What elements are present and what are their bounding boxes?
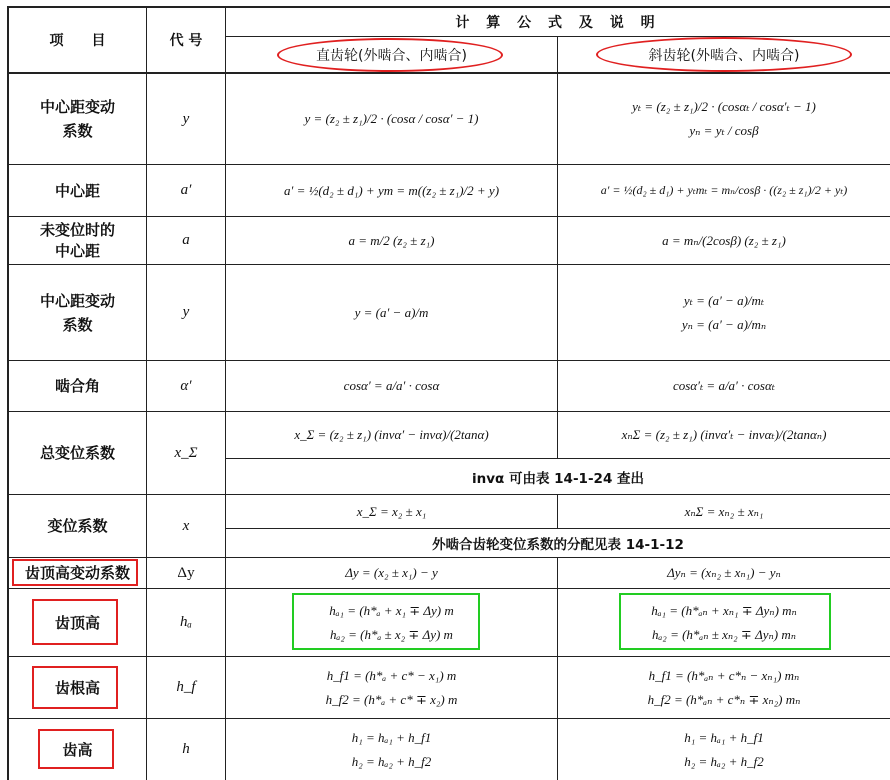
- formula-spur: a = m/2 (z₂ ± z₁): [348, 232, 435, 248]
- formula-helical: Δyₙ = (xₙ₂ ± xₙ₁) − yₙ: [667, 565, 781, 580]
- formula-line: hₐ₁ = (h*ₐ + x₁ ∓ Δy) m: [329, 602, 454, 618]
- formula-spur: y = (z₂ ± z₁)/2 · (cosα / cosα′ − 1): [304, 111, 479, 126]
- formula-line: h₁ = hₐ₁ + h_f1: [684, 729, 764, 745]
- symbol-label: y: [182, 110, 190, 127]
- highlight-oval-spur: [277, 38, 503, 72]
- formula-line: yₜ = (z₂ ± z₁)/2 · (cosαₜ / cosα′ₜ − 1): [632, 99, 816, 114]
- highlight-box: [32, 666, 118, 709]
- formula-helical: [558, 74, 890, 164]
- item-label: 齿高: [62, 740, 93, 759]
- symbol-label: α′: [180, 377, 192, 394]
- formula-spur: x_Σ = (z₂ ± z₁) (invα′ − invα)/(2tanα): [294, 427, 489, 442]
- formula-line: hₐ₂ = (h*ₐ ± x₂ ∓ Δy) m: [330, 626, 453, 642]
- symbol-label: x_Σ: [174, 444, 198, 461]
- formula-spur: Δy = (x₂ ± x₁) − y: [345, 565, 438, 580]
- symbol-label: h: [182, 741, 190, 757]
- formula-line: h_f1 = (h*ₐₙ + c*ₙ − xₙ₁) mₙ: [648, 667, 800, 683]
- formula-spur: a′ = ½(d₂ ± d₁) + ym = m((z₂ ± z₁)/2 + y): [283, 182, 500, 198]
- item-label: 变位系数: [47, 517, 108, 535]
- formula-line: yₙ = (a′ − a)/mₙ: [681, 316, 767, 332]
- formula-spur: cosα′ = a/a′ · cosα: [343, 378, 440, 393]
- highlight-box-green: [619, 593, 831, 650]
- highlight-box-green: [292, 593, 480, 650]
- formula-helical: a′ = ½(d₂ ± d₁) + yₜmₜ = mₙ/cosβ · ((z₂ ± z₁)/2 + yₜ): [600, 183, 848, 197]
- formula-helical: [558, 265, 890, 360]
- header-code: 代 号: [169, 33, 203, 49]
- formula-line: h_f2 = (h*ₐₙ + c*ₙ ∓ xₙ₂) mₙ: [647, 691, 801, 707]
- symbol-label: h_f: [176, 679, 196, 695]
- header-formula: 计 算 公 式 及 说 明: [455, 15, 661, 31]
- symbol-label: a′: [180, 182, 192, 198]
- item-label: 齿顶高: [54, 613, 100, 632]
- item-label: 齿根高: [54, 678, 100, 697]
- formula-spur: [226, 657, 557, 718]
- symbol-label: y: [182, 304, 190, 320]
- symbol-label: x: [182, 517, 190, 534]
- formula-helical: a = mₙ/(2cosβ) (z₂ ± z₁): [662, 232, 786, 248]
- table-note: invα 可由表 14-1-24 查出: [471, 470, 645, 487]
- formula-spur: [226, 719, 557, 780]
- highlight-oval-helical: [596, 37, 852, 72]
- item-label: 中心距变动 系数: [39, 291, 115, 334]
- formula-helical: [558, 719, 890, 780]
- formula-spur: x_Σ = x₂ ± x₁: [356, 503, 427, 519]
- item-label: 总变位系数: [39, 444, 115, 462]
- formula-line: h_f2 = (h*ₐ + c* ∓ x₂) m: [325, 691, 458, 707]
- highlight-box: [12, 559, 138, 586]
- formula-helical: cosα′ₜ = a/a′ · cosαₜ: [672, 378, 776, 393]
- highlight-box: [32, 599, 118, 645]
- formula-helical: xₙΣ = (z₂ ± z₁) (invα′ₜ − invαₜ)/(2tanαₙ): [621, 427, 827, 442]
- formula-line: h_f1 = (h*ₐ + c* − x₁) m: [326, 667, 457, 683]
- formula-helical: [558, 657, 890, 718]
- header-spur: 直齿轮(外啮合、内啮合): [316, 47, 467, 64]
- symbol-label: a: [182, 232, 190, 248]
- formula-spur: y = (a′ − a)/m: [354, 304, 429, 320]
- formula-line: h₁ = hₐ₁ + h_f1: [351, 729, 432, 745]
- formula-line: hₐ₂ = (h*ₐₙ ± xₙ₂ ∓ Δyₙ) mₙ: [652, 626, 796, 642]
- item-label: 齿顶高变动系数: [24, 564, 130, 582]
- formula-line: hₐ₁ = (h*ₐₙ + xₙ₁ ∓ Δyₙ) mₙ: [651, 602, 797, 618]
- header-item: 项 目: [49, 33, 106, 49]
- table-note: 外啮合齿轮变位系数的分配见表 14-1-12: [432, 537, 684, 553]
- header-helical: 斜齿轮(外啮合、内啮合): [648, 47, 800, 64]
- formula-line: h₂ = hₐ₂ + h_f2: [684, 753, 764, 769]
- formula-helical: xₙΣ = xₙ₂ ± xₙ₁: [684, 503, 764, 519]
- symbol-label: hₐ: [180, 614, 192, 630]
- item-label: 啮合角: [54, 377, 100, 395]
- formula-line: yₙ = yₜ / cosβ: [689, 123, 759, 138]
- item-label: 中心距: [54, 181, 100, 200]
- formula-line: h₂ = hₐ₂ + h_f2: [351, 753, 432, 769]
- item-label: 中心距变动 系数: [39, 98, 115, 140]
- highlight-box: [38, 729, 114, 769]
- symbol-label: Δy: [177, 564, 195, 581]
- formula-line: yₜ = (a′ − a)/mₜ: [683, 292, 765, 308]
- item-label: 未变位时的 中心距: [39, 220, 115, 260]
